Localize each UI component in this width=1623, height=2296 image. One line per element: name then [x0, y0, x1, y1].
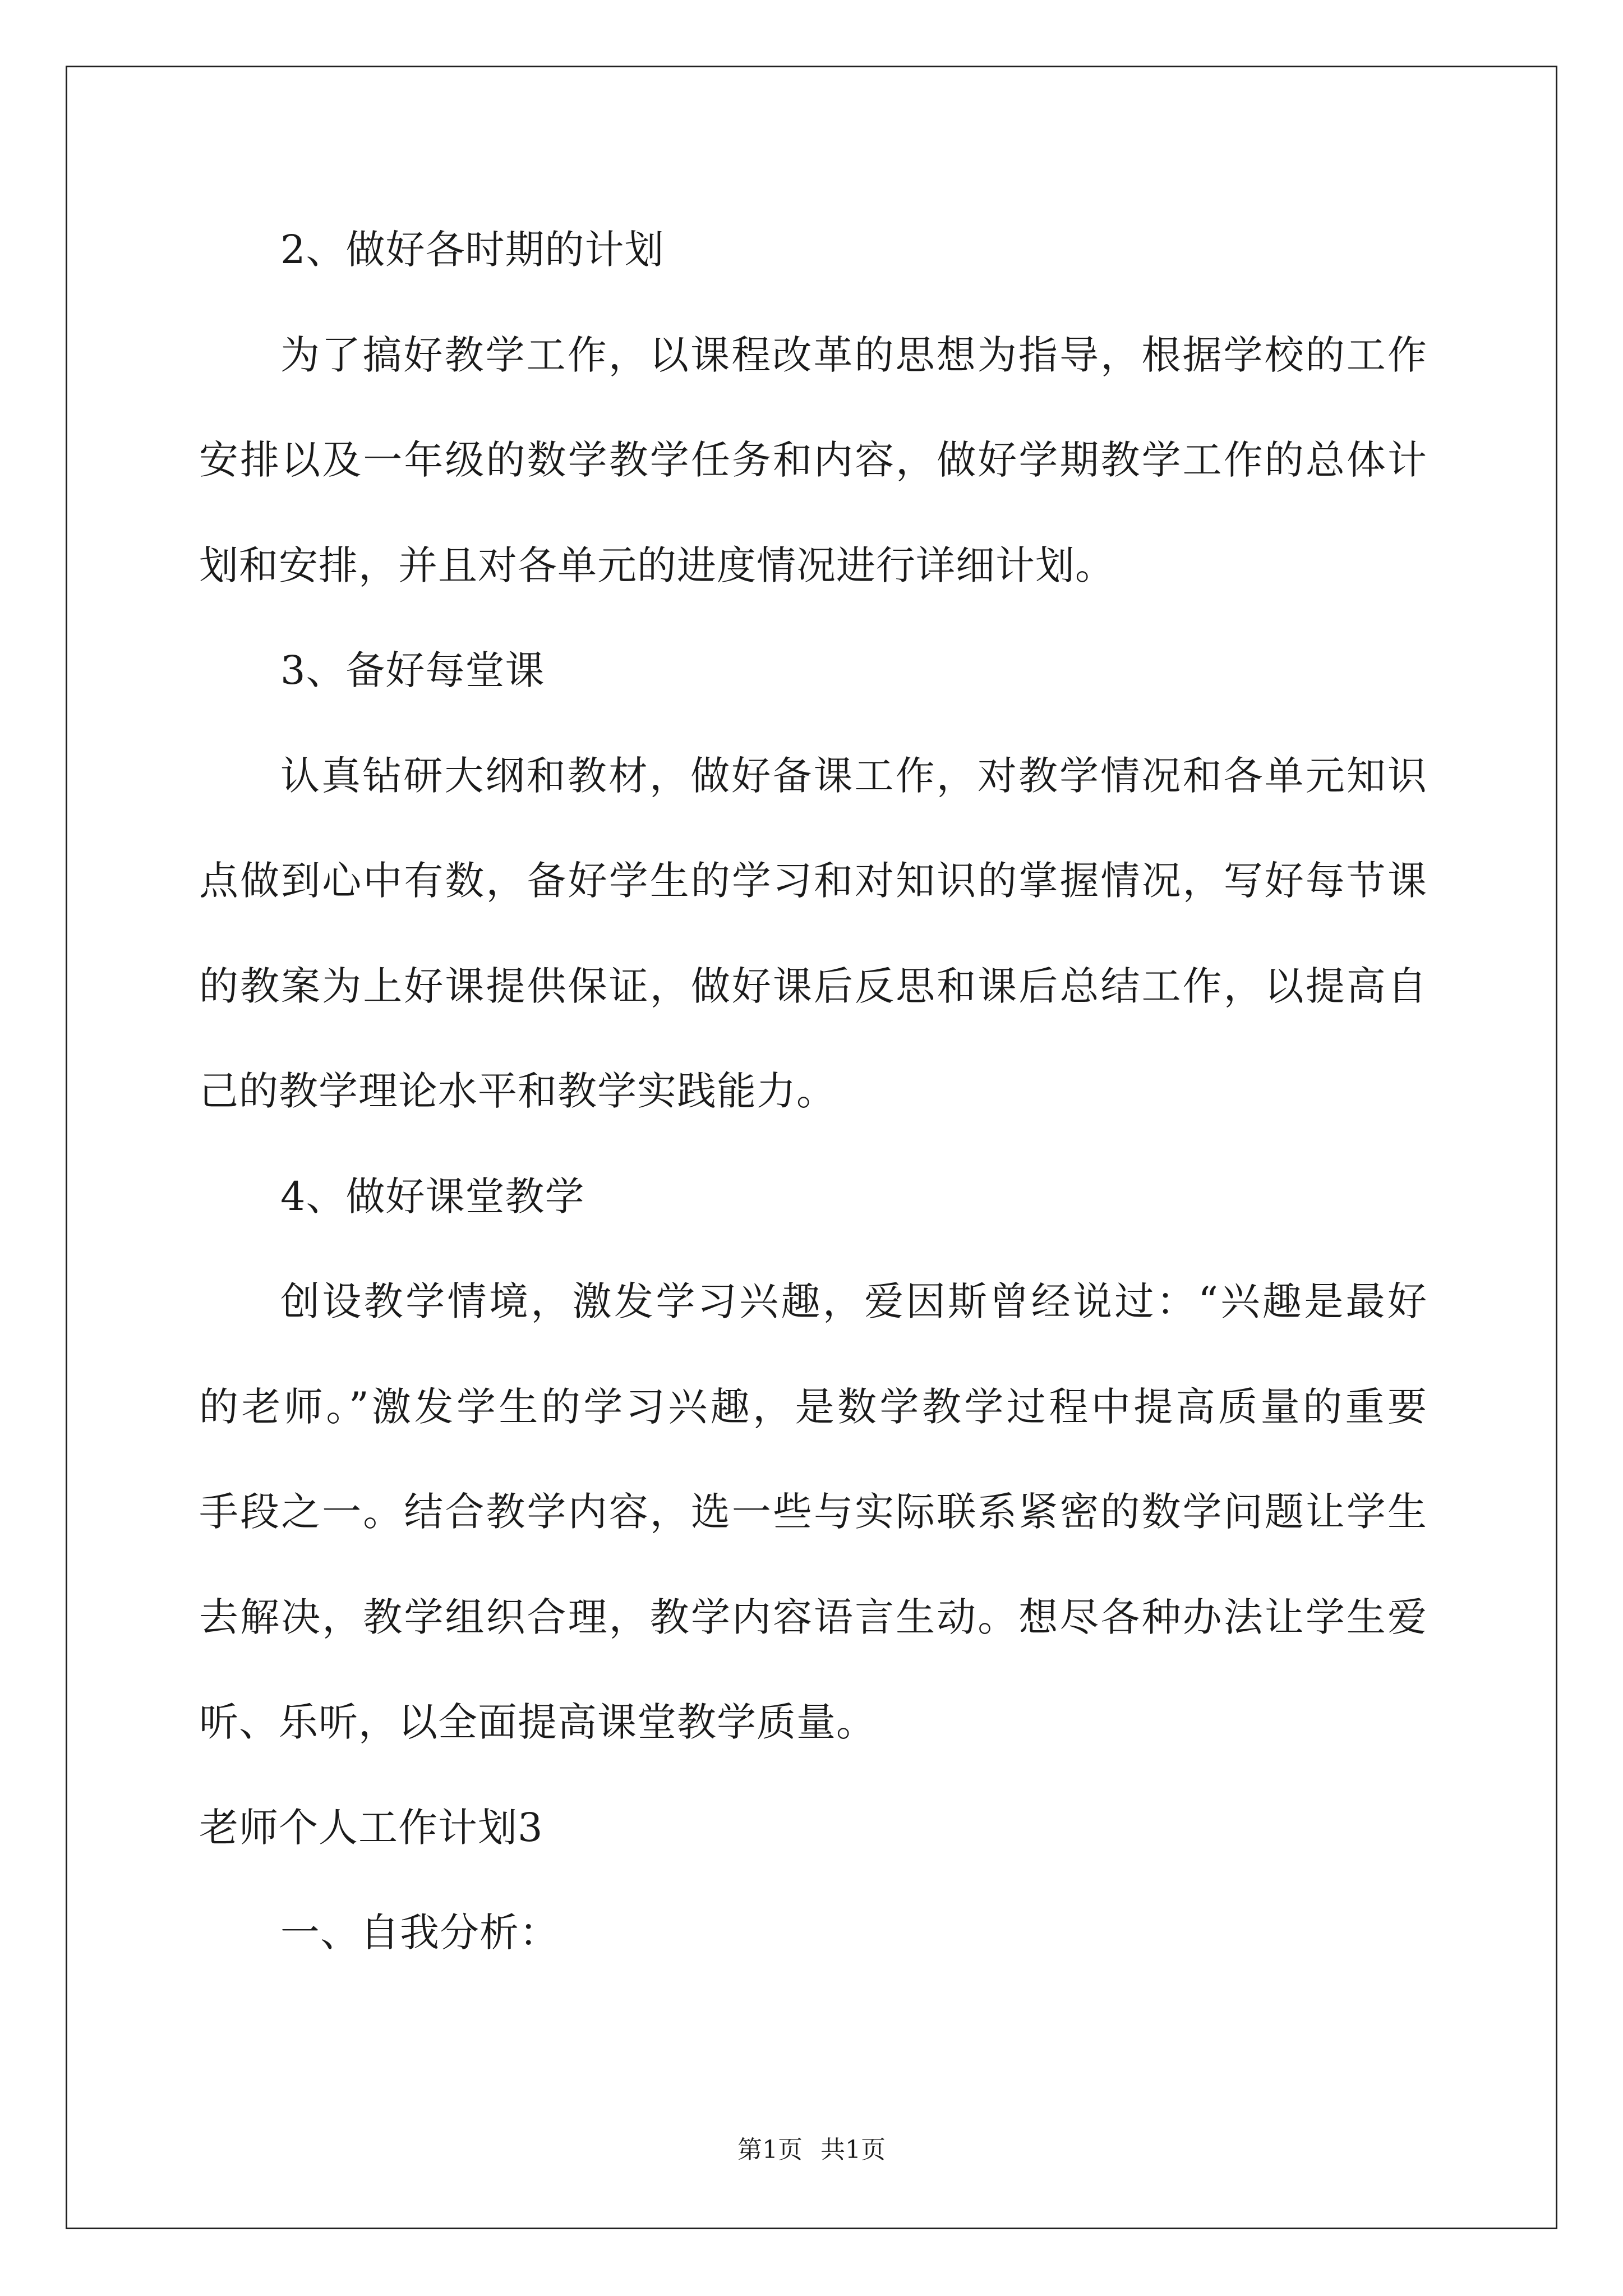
page-number: 第1页 — [737, 2136, 803, 2164]
page-footer — [0, 2134, 1623, 2166]
paragraph-line: 点做到心中有数，备好学生的学习和对知识的掌握情况，写好每节课 — [199, 858, 1427, 904]
paragraph-line: 创设教学情境，激发学习兴趣，爱因斯曾经说过：“兴趣是最好 — [280, 1278, 1427, 1324]
paragraph-line: 手段之一。结合教学内容，选一些与实际联系紧密的数学问题让学生 — [199, 1489, 1427, 1535]
paragraph-line: 去解决，教学组织合理，教学内容语言生动。想尽各种办法让学生爱 — [199, 1594, 1427, 1640]
paragraph-line: 的教案为上好课提供保证，做好课后反思和课后总结工作，以提高自 — [199, 963, 1427, 1009]
heading-2-plans: 2、做好各时期的计划 — [280, 227, 665, 273]
page-total: 共1页 — [820, 2136, 886, 2164]
paragraph-line: 听、乐听，以全面提高课堂教学质量。 — [199, 1699, 876, 1745]
paragraph-line: 的老师。”激发学生的学习兴趣，是数学教学过程中提高质量的重要 — [199, 1384, 1427, 1430]
page-border — [66, 66, 1557, 2229]
paragraph-line: 认真钻研大纲和教材，做好备课工作，对教学情况和各单元知识 — [280, 753, 1427, 799]
subheading-self-analysis: 一、自我分析： — [280, 1910, 559, 1955]
heading-3-prepare: 3、备好每堂课 — [280, 647, 545, 693]
heading-4-classroom: 4、做好课堂教学 — [280, 1174, 585, 1220]
paragraph-line: 己的教学理论水平和教学实践能力。 — [199, 1068, 836, 1114]
section-title: 老师个人工作计划3 — [199, 1805, 543, 1851]
paragraph-line: 为了搞好教学工作，以课程改革的思想为指导，根据学校的工作 — [280, 332, 1427, 378]
paragraph-line: 安排以及一年级的数学教学任务和内容，做好学期教学工作的总体计 — [199, 437, 1427, 483]
paragraph-line: 划和安排，并且对各单元的进度情况进行详细计划。 — [199, 542, 1115, 588]
